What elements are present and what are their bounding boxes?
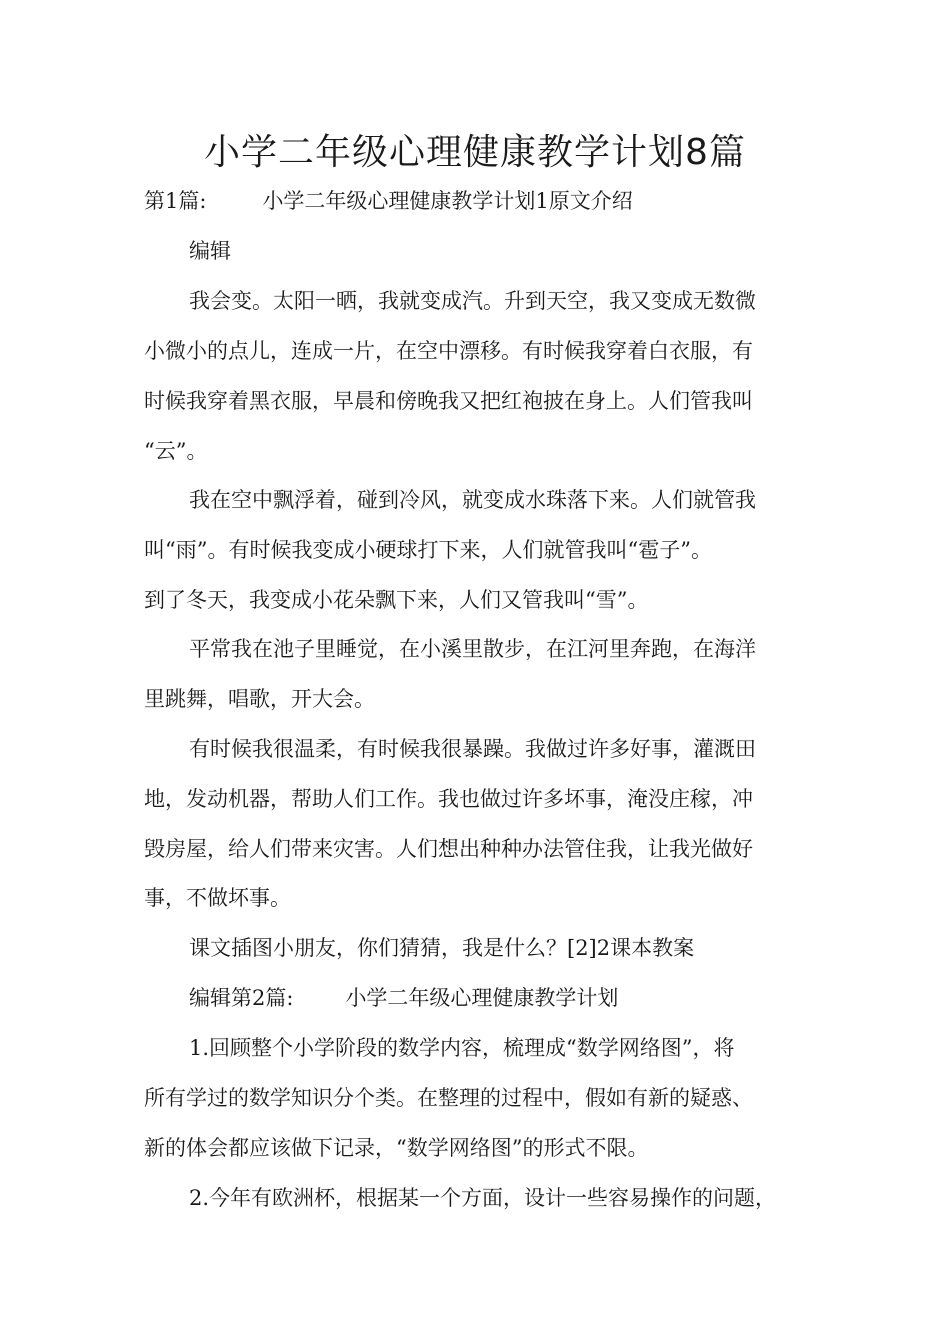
paragraph-line: 毁房屋，给人们带来灾害。人们想出种种办法管住我，让我光做好 [144,837,753,861]
paragraph-line: 我在空中飘浮着，碰到冷风，就变成水珠落下来。人们就管我 [189,488,756,512]
paragraph-line: 叫“雨”。有时候我变成小硬球打下来，人们就管我叫“雹子”。 [144,538,712,562]
paragraph-line: 1.回顾整个小学阶段的数学内容，梳理成“数学网络图”，将 [189,1036,735,1060]
section-title: 小学二年级心理健康教学计划1原文介绍 [262,189,633,213]
paragraph-line: 里跳舞，唱歌，开大会。 [144,687,375,711]
section-heading-2 [189,983,869,1013]
paragraph-line: 平常我在池子里睡觉，在小溪里散步，在江河里奔跑，在海洋 [189,637,756,661]
paragraph-line: 2.今年有欧洲杯，根据某一个方面，设计一些容易操作的问题， [189,1186,777,1210]
paragraph-line: 课文插图小朋友，你们猜猜，我是什么？[2]2课本教案 [189,936,695,960]
paragraph-line: 新的体会都应该做下记录，“数学网络图”的形式不限。 [144,1136,649,1160]
paragraph-line: 时候我穿着黑衣服，早晨和傍晚我又把红袍披在身上。人们管我叫 [144,389,753,413]
paragraph-line: 事，不做坏事。 [144,886,291,910]
paragraph-line: “云”。 [144,439,208,463]
paragraph-line: 地，发动机器，帮助人们工作。我也做过许多坏事，淹没庄稼，冲 [144,787,753,811]
section-label: 编辑第2篇: [189,986,294,1010]
section-heading-1 [144,186,824,216]
paragraph-line: 所有学过的数学知识分个类。在整理的过程中，假如有新的疑惑、 [144,1086,753,1110]
section-label: 第1篇: [144,189,207,213]
paragraph-line: 到了冬天，我变成小花朵飘下来，人们又管我叫“雪”。 [144,588,649,612]
section-title: 小学二年级心理健康教学计划 [345,986,619,1010]
paragraph-line: 有时候我很温柔，有时候我很暴躁。我做过许多好事，灌溉田 [189,737,756,761]
paragraph-line: 小微小的点儿，连成一片，在空中漂移。有时候我穿着白衣服，有 [144,339,753,363]
paragraph-line: 我会变。太阳一晒，我就变成汽。升到天空，我又变成无数微 [189,289,756,313]
document-title: 小学二年级心理健康教学计划8篇 [204,132,746,173]
paragraph-line: 编辑 [189,239,231,263]
